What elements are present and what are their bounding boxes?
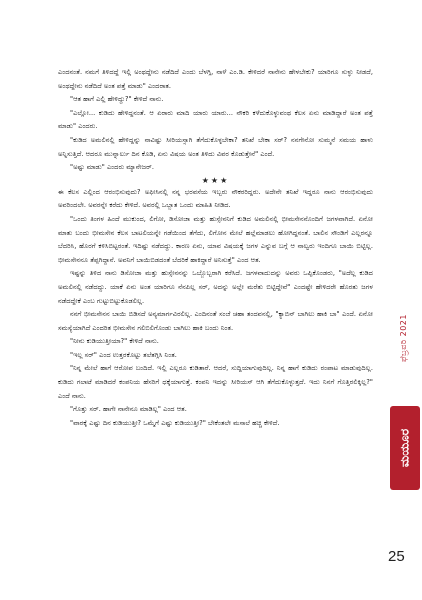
paragraph: "ಕುಡಿದ ಅಮಲಿನಲ್ಲಿ ಹೇಳಿದ್ದನ್ನು ನಾವಿಷ್ಟು ಸೀರಿಯಸ್ಸಾಗಿ ತೆಗೆದುಕೊಳ್ಳಬೇಕಾ? ತನಿಖೆ ಬೇಕಾ ಸರ್? ನನಗೇನೋ ಸುಮ್ಮನೆ ಸಮಯ ಹಾಳು ಅನ್ನಿಸುತ್ತಿದೆ. ಆದರೂ ಮುನ್ನಾರ್ಲು ದಿನ ಕೊಡಿ, ಏನು ವಿಷಯ ಅಂತ ತಿಳಿದು ವಿವರ ಕೊಡುತ್ತೇನೆ" ಎಂದೆ. [58,135,373,158]
paragraph: "ನೀನು ಕುಡಿಯುತ್ತೀಯಾ?" ಕೇಳಿದೆ ನಾನು. [70,337,159,346]
section-break-stars: ★★★ [201,175,230,185]
paragraph: "ಎಲ್ಲೋ... ಕುಡಿದು ಹೇಳಿದ್ದನಂತೆ. ಆ ಏರಾರು ಮಾದಿ ಯಾರು ಯಾರು... ನೌಕರಿ ಕಳೆದುಕೊಳ್ಳುವಂಥ ಕೆಲಸ ಏನು ಮಾಡಿದ್ದಾರೆ ಅಂತ ಪತ್ತೆ ಮಾಡು" ಎಂದರು. [58,108,373,131]
article-body [58,66,373,430]
paragraph: "ನಿನ್ನ ಮೇಲೆ ಹಾಗೆ ಆರೋಪ ಬಂದಿದೆ. ಇಲ್ಲಿ ಎಲ್ಲರೂ ಕುಡಿತಾರೆ. ಆದರೆ, ಸುದ್ದಿಯಾಗುವುದಿಲ್ಲ. ನಿನ್ನ ಹಾಗೆ ಕುಡಿದು ರಂಪಾಟ ಮಾಡುವುದಿಲ್ಲ. ಕುಡಿದು ಗಲಾಟೆ ಮಾಡಿದರೆ ಕಂಪನಿಯ ಹೆಸರಿಗೆ ಧಕ್ಕೆಯಾಗುತ್ತೆ. ಕಂಪನಿ ಇದನ್ನು ಸೀರಿಯಸ್ ಆಗಿ ತೆಗೆದುಕೊಳ್ಳುತ್ತದೆ. ಇದು ನಿನಗೆ ಗೊತ್ತಿರಲಿಕ್ಕಿಲ್ಲ?" ಎಂದೆ ನಾನು. [58,364,373,400]
magazine-brand-name: ಮಯೂರ [397,428,412,468]
paragraph: ಈ ಕೆಲಸ ಎಲ್ಲಿಂದ ಆರಂಭಿಸುವುದು? ಅಫೀಸಿನಲ್ಲಿ ನನ್ನ ಭರವಸೆಯ ಇಬ್ಬರು ನೌಕರರಿದ್ದರು. ಅದೇನೇ ತನಿಖೆ ಇದ್ದರೂ ನಾನು ಆರಂಭಿಸುವುದು ಅವರಿಂದಲೇ. ಅವರನ್ನೇ ಕರೆದು ಕೇಳಿದೆ. ಅವರಲ್ಲಿ ಒಬ್ಬಾತ ಒಂದು ಮಾಹಿತಿ ನೀಡಿದ. [58,187,373,210]
paragraph: ಎಂದನಂತೆ. ನಮಗೆ ತಿಳಿದದ್ದೆ ಇಲ್ಲಿ ಅಂಥದ್ದೇನು ನಡೆದಿದೆ ಎಂದು ಬೆಳಗ್ಗಿ, ನಾಳೆ ಎಂ.ಡಿ. ಕೇಳಿದರೆ ನಾನೇನು ಹೇಳಬೇಕು? ಯಾರಿಗೂ ಸುಳ್ಳು ನೀಡದೆ, ಅಂಥದ್ದೇನು ನಡೆದಿದೆ ಅಂತ ಪತ್ತೆ ಮಾಡು" ಎಂದರಾತ. [58,68,373,90]
paragraph: "ಗೊತ್ತು ಸರ್. ಹಾಗೇ ನಾನೇನೂ ಮಾಡಿಲ್ಲ" ಎಂದ ಆತ. [70,405,187,414]
magazine-brand-badge [390,406,420,490]
paragraph: "ಇಲ್ಲ ಸರ್" ಎಂದ ಉತ್ತರಕೊಟ್ಟು ತಲೆತಗ್ಗಿಸಿ ನಿಂತ. [70,350,177,359]
issue-date: ಫೆಬ್ರವರಿ 2021 [399,314,408,362]
page-number: 25 [388,548,405,565]
paragraph: ನನಗೆ ಭೀಮಸೇನನ ಬಾಯಿ ಬಿಡಿಸದೆ ಅನ್ಯಮಾರ್ಗವಿರಲಿಲ್ಲ. ಎಂದಿನಂತೆ ಸಂಜೆ ಚಹಾ ತಂದವನಲ್ಲಿ, "ಕ್ಯಾಬಿನ್ ಬಾಗಿಲು ಹಾಕಿ ಬಾ" ಎಂದೆ. ಏನೋ ಸಮಸ್ಯೆಯಾಗಿದೆ ಎಂದರಿತ ಭೀಮಸೇನ ಗಲಿಬಿಲಿಗೊಂಡು ಬಾಗಿಲು ಹಾಕಿ ಬಂದು ನಿಂತ. [58,310,373,332]
paragraph: "ವಾರಕ್ಕೆ ಎಷ್ಟು ದಿನ ಕುಡಿಯುತ್ತೀ? ಒಮ್ಮೆಗೆ ಎಷ್ಟು ಕುಡಿಯುತ್ತೀ?" ಬೇಕೆಂತಲೇ ಮಸಾಲೆ ಹಚ್ಚಿ ಕೇಳಿದೆ. [70,418,280,427]
paragraph: "ಆತ ಹಾಗೆ ಎಲ್ಲಿ ಹೇಳಿದ್ದು?" ಕೇಳಿದೆ ನಾನು. [70,95,164,104]
paragraph: "ಅಷ್ಟು ಮಾಡು" ಎಂದರು ಮ್ಯಾನೇಜರ್. [70,163,154,172]
paragraph: "ಒಂದು ತಿಂಗಳ ಹಿಂದೆ ಮುಕುಂದ, ಲಿಗೋ, ಡಿಸೋಜಾ ಮತ್ತು ಹುಸ್ಸೇನನಿಗೆ ಕುಡಿದ ಅಮಲಿನಲ್ಲಿ ಭೀಮಸೇನನೊಂದಿಗೆ ಜಗಳವಾಗಿದೆ. ಏನೋ ಮಾತು ಬಂದು ಭೀಮಸೇನ ಕೆಲಸ ಬಾಟಲಿಯನ್ನೇ ಗಡೆಯಿಂದ ತೆಗೆದು, ಲಿಗೋನ ಮೇಲೆ ಹಲ್ಲೆಮಾಡಲು ಹೋಗಿದ್ದನಂತೆ. ಬಾಲಿನ ಸೌಂಡಿಗೆ ಎಲ್ಲರನ್ನೂ ಬೆದರಿಸಿ, ಹೊರಗೆ ಕಳಿಸಿಬಿಟ್ಟರಂತೆ. ಇದಿಷ್ಟು ನಡೆದದ್ದು. ಕಾರಣ ಏನು, ಯಾವ ವಿಷಯಕ್ಕೆ ಜಗಳ ಎನ್ನುವ ಬಗ್ಗೆ ಆ ನಾಲ್ವರು ಇಂದಿಗೂ ಬಾಯಿ ಬಿಟ್ಟಿಲ್ಲ. ಭೀಮಸೇನನೂ ತೆಪ್ಪಗಿದ್ದಾನೆ. ಅವನಿಗೆ ಬಾಯಿಬಿಡದಂತೆ ಬೆದರಿಕೆ ಹಾಕಿದ್ದಾರೆ ಅನಿಸುತ್ತೆ" ಎಂದ ಆತ. [58,214,373,264]
paragraph: ಇಷ್ಟನ್ನು ತಿಳಿದ ನಾನು ಡಿಸೋಜಾ ಮತ್ತು ಹುಸ್ಸೇನನನ್ನು ಒಬ್ಬೊಬ್ಬರಾಗಿ ಕರೆಸಿದೆ. ಜಗಳವಾದುದನ್ನು ಅವರು ಒಪ್ಪಿಕೊಂಡರು, "ಅದೆಲ್ಲ ಕುಡಿದ ಅಮಲಿನಲ್ಲಿ ನಡೆದದ್ದು. ಯಾಕೆ ಏನು ಅಂತ ಯಾರಿಗೂ ನೆನಪಿಲ್ಲ ಸರ್, ಅದನ್ನು ಅಲ್ಲೇ ಮರೆತು ಬಿಟ್ಟಿದ್ದೇವೆ" ಎಂದಷ್ಟೇ ಹೇಳಿದರೇ ಹೊರತು ಜಗಳ ನಡೆದದ್ದೇಕೆ ಎಂಬ ಗುಟ್ಟುಬಿಟ್ಟುಕೊಡಲಿಲ್ಲ. [58,269,373,305]
